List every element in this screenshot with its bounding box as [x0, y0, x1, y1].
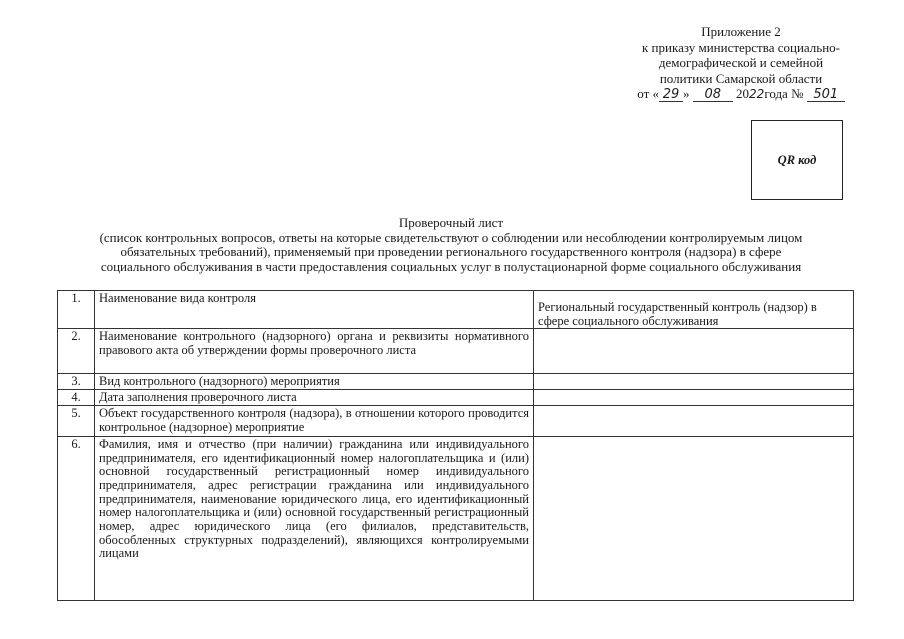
row-label: Наименование контрольного (надзорного) органа и реквизиты нормативного правового акта об утверждении формы проверочного листа	[95, 329, 534, 374]
date-day-close: »	[683, 86, 690, 101]
appendix-title: Приложение 2	[701, 24, 781, 39]
table-row	[58, 390, 854, 406]
appendix-block	[596, 24, 886, 102]
qr-code-placeholder	[751, 120, 843, 200]
row-number: 5.	[58, 405, 95, 436]
row-value-empty	[534, 405, 854, 436]
handwritten-month: 08	[693, 88, 733, 102]
row-number: 2.	[58, 329, 95, 374]
table-row	[58, 436, 854, 600]
row-label: Наименование вида контроля	[95, 291, 534, 329]
row-number: 3.	[58, 374, 95, 390]
appendix-ministry-line: демографической и семейной	[658, 55, 824, 70]
row-label: Фамилия, имя и отчество (при наличии) гражданина или индивидуального предпринимателя, его идентификационный номер налогоплательщика и (или) основной государственный регистрационный номер индивидуального предпринимателя, адрес регистрации гражданина или индивидуального предпринимателя, наименование юридического лица, его идентификационный номер налогоплательщика и (или) основной государственный регистрационный номер, адрес юридического лица (его филиалов, представительств, обособленных структурных подразделений), являющихся контролируемыми лицами	[95, 436, 534, 600]
appendix-region-line: политики Самарской области	[659, 70, 823, 86]
checklist-heading	[50, 216, 852, 274]
row-label: Дата заполнения проверочного листа	[95, 390, 534, 406]
year-prefix: 20	[736, 86, 750, 101]
appendix-order-line: к приказу министерства социально-	[641, 39, 840, 55]
checklist-subtitle-line-1: (список контрольных вопросов, ответы на которые свидетельствуют о соблюдении или несоблюдении контролируемым лицом	[99, 229, 803, 245]
row-label: Объект государственного контроля (надзора), в отношении которого проводится контрольное (надзорное) мероприятие	[95, 405, 534, 436]
row-value-text: Региональный государственный контроль (надзор) в сфере социального обслуживания	[538, 300, 817, 328]
checklist-table	[57, 290, 854, 601]
row-number: 1.	[58, 291, 95, 329]
handwritten-year: 22	[749, 87, 765, 101]
checklist-subtitle-line-2: обязательных требований), применяемый при проведении регионального государственного контроля (надзора) в сфере	[120, 244, 782, 260]
row-value-empty	[534, 436, 854, 600]
checklist-title: Проверочный лист	[398, 215, 504, 230]
table-row	[58, 405, 854, 436]
handwritten-order-number: 501	[807, 88, 845, 102]
date-prefix: от «	[637, 86, 660, 101]
row-value-empty	[534, 390, 854, 406]
table-row	[58, 291, 854, 329]
row-number: 4.	[58, 390, 95, 406]
handwritten-day: 29	[659, 88, 683, 102]
row-value-empty	[534, 374, 854, 390]
appendix-date-line	[596, 86, 886, 102]
table-row	[58, 329, 854, 374]
row-value-empty	[534, 329, 854, 374]
qr-code-label: QR код	[777, 152, 817, 167]
row-value	[534, 291, 854, 329]
year-word: года №	[764, 86, 804, 101]
checklist-subtitle-line-3: социального обслуживания в части предоставления социальных услуг в полустационарной форме социального обслуживания	[100, 258, 802, 274]
table-row	[58, 374, 854, 390]
row-number: 6.	[58, 436, 95, 600]
row-label: Вид контрольного (надзорного) мероприятия	[95, 374, 534, 390]
